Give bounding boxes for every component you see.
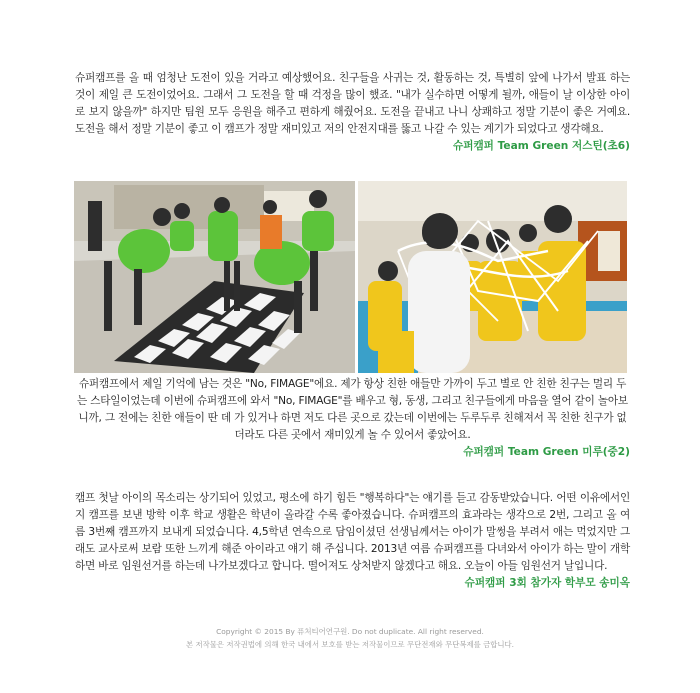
testimonial-2 bbox=[75, 376, 630, 461]
photo-grid-activity bbox=[74, 181, 355, 373]
testimonial-3-signature: 슈퍼캠퍼 3회 참가자 학부모 송미옥 bbox=[464, 577, 630, 589]
testimonial-1-signature: 슈퍼캠퍼 Team Green 저스틴(초6) bbox=[452, 140, 630, 152]
footer-notice: 본 저작물은 저작권법에 의해 한국 내에서 보호를 받는 저작물이므로 무단전재와 무단복제를 금합니다. bbox=[185, 640, 515, 649]
testimonial-3 bbox=[75, 490, 630, 592]
testimonial-1-text: 슈퍼캠프를 올 때 엄청난 도전이 있을 거라고 예상했어요. 친구들을 사귀는 것, 활동하는 것, 특별히 앞에 나가서 발표 하는 것이 제일 큰 도전이었어요. 그래서 그 도전을 할 때 걱정을 많이 했죠. "내가 실수하면 어떻게 될까, 애들이 날 이상한 아이로 보지 않을까" 하지만 팀원 모두 응원을 해주고 편하게 해줬어요. 도전을 끝내고 나니 상쾌하고 정말 기분이 좋은 거예요. 도전을 해서 정말 기분이 좋고 이 캠프가 정말 재미있고 저의 안전지대를 뚫고 나갈 수 있는 계기가 되었다고 생각해요. bbox=[75, 72, 630, 135]
footer-copyright: Copyright © 2015 By 퓨처티어연구원. Do not duplicate. All right reserved. bbox=[216, 627, 484, 636]
testimonial-1 bbox=[75, 70, 630, 155]
photo-row bbox=[74, 181, 627, 373]
photo-web-activity bbox=[358, 181, 627, 373]
testimonial-2-text: 슈퍼캠프에서 제일 기억에 남는 것은 "No, FIMAGE"에요. 제가 항상 친한 애들만 가까이 두고 별로 안 친한 친구는 멀리 두는 스타일이었는데 이번에 슈퍼캠프에 와서 "No, FIMAGE"를 배우고 형, 동생, 그리고 친구들에게 마음을 열어 같이 놀아보니까, 그 전에는 친한 애들이 딴 데 가 있거나 하면 저도 다른 곳으로 갔는데 이번에는 두루두루 친해져서 꼭 친한 친구가 없더라도 다른 곳에서 재미있게 놀 수 있어서 좋았어요. bbox=[77, 378, 628, 441]
photo-web-activity-image bbox=[358, 181, 627, 373]
photo-grid-activity-image bbox=[74, 181, 355, 373]
testimonial-2-signature: 슈퍼캠퍼 Team Green 미루(중2) bbox=[463, 446, 630, 458]
testimonial-3-text: 캠프 첫날 아이의 목소리는 상기되어 있었고, 평소에 하기 힘든 "행복하다"는 얘기를 듣고 감동받았습니다. 어떤 이유에서인지 캠프를 보낸 방학 이후 학교 생활은 학년이 올라갈 수록 좋아졌습니다. 슈퍼캠프의 효과라는 생각으로 2번, 그리고 올 여름 3번째 캠프까지 보내게 되었습니다. 4,5학년 연속으로 담임이셨던 선생님께서는 아이가 말썽을 부려서 애는 먹었지만 그래도 교사로써 보람 또한 느끼게 해준 아이라고 얘기 해 주십니다. 2013년 여름 슈퍼캠프를 다녀와서 아이가 하는 말이 개학하면 바로 임원선거를 하는데 나가보겠다고 합니다. 떨어져도 상처받지 않겠다고 해요. 오늘이 아들 임원선거 날입니다. bbox=[75, 492, 630, 572]
